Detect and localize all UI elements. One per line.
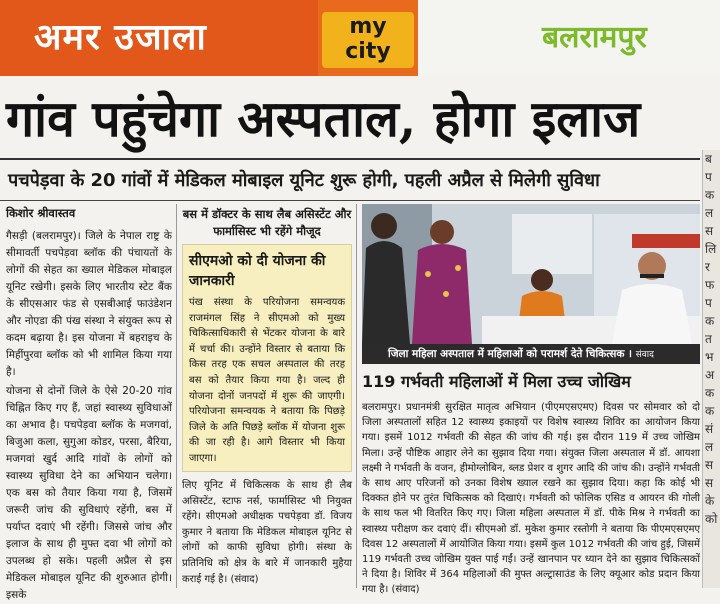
edge-fragment: र <box>705 260 710 274</box>
edge-fragment: क <box>705 314 715 328</box>
article-paragraph: गैसड़ी (बलरामपुर)। जिले के नेपाल राष्ट्र के सीमावर्ती पचपेड़वा ब्लॉक की पंचायतों के लोगों की सेहत का ख्याल मेडिकल मोबाइल यूनिट रखेगी। इसके लिए भारतीय स्टेट बैंक के सीएसआर फंड से एसबीआई फाउंडेशन और नोएडा की पंख संस्था ने संयुक्त रूप से कदम बढ़ाया है। इस योजना में बहराइच के मिहींपुरवा ब्लॉक को भी शामिल किया गया है। <box>6 230 172 378</box>
my-city-badge-line2: city <box>345 39 391 64</box>
photo-illustration <box>362 204 700 344</box>
main-headline: गांव पहुंचेगा अस्पताल, होगा इलाज <box>6 89 641 148</box>
edge-fragment: त <box>705 332 712 346</box>
edge-fragment: स <box>705 476 714 490</box>
photo-caption <box>362 344 700 364</box>
edge-fragment: स <box>705 458 714 472</box>
secondary-article-body: बलरामपुर। प्रधानमंत्री सुरक्षित मातृत्व अभियान (पीएमएसएमए) दिवस पर सोमवार को दो जिला अस्पतालों सहित 12 स्वास्थ्य इकाइयों पर विशेष स्वास्थ्य शिविर का आयोजन किया गया। इसमें 1012 गर्भवती की सेहत की जांच की गई। इस दौरान 119 में उच्च जोखिम मिला। उन्हें पौष्टिक आहार लेने का सुझाव दिया गया। संयुक्त जिला अस्पताल में डॉ. आयशा लक्ष्मी ने गर्भवती के वजन, हीमोग्लोबिन, ब्लड प्रेशर व शुगर आदि की जांच की। उन्होंने गर्भवती के साथ आए परिजनों को उनका विशेष ख्याल रखने का सुझाव दिया। कहा कि कोई भी दिक्कत होने पर तुरंत चिकित्सक को दिखाएं। गर्भवती को फोलिक एसिड व आयरन की गोली के साथ फल भी वितरित किए गए। जिला महिला अस्पताल में डॉ. पीके मिश्र ने गर्भवती का स्वास्थ्य परीक्षण कर दवाएं दीं। सीएमओ डॉ. मुकेश कुमार रस्तोगी ने बताया कि पीएमएसएमए दिवस 12 अस्पतालों में आयोजित किया गया। इसमें कुल 1012 गर्भवती की जांच हुई, जिसमें 119 गर्भवती उच्च जोखिम युक्त पाई गईं। उन्हें खानपान पर ध्यान देने का सुझाव चिकित्सकों ने दिया है। शिविर में 364 महिलाओं की मुफ्त अल्ट्रासाउंड के लिए क्यूआर कोड प्रदान किया गया है। (संवाद) <box>362 402 700 596</box>
masthead <box>0 0 720 76</box>
newspaper-logo: अमर उजाला <box>34 17 207 58</box>
column-divider <box>176 204 177 588</box>
masthead-brand-panel <box>0 0 318 76</box>
edge-fragment: ल <box>705 206 714 220</box>
divider <box>0 158 700 160</box>
highlight-box-text: पंख संस्था के परियोजना समन्वयक राजमंगल सिंह ने सीएमओ को मुख्य चिकित्साधिकारी से भेंटकर योजना के बारे में चर्चा की। उन्होंने विस्तार से बताया कि किस तरह एक सचल अस्पताल की तरह बस को तैयार किया गया है। जल्द ही योजना दोनों जनपदों में शुरू की जाएगी। परियोजना समन्वयक ने बताया कि पिछड़े जिले के अति पिछड़े ब्लॉक में योजना शुरू की जा रही है। आगे विस्तार भी किया जाएगा। <box>189 297 345 464</box>
article-continuation: लिए यूनिट में चिकित्सक के साथ ही लैब असिस्टेंट, स्टाफ नर्स, फार्मासिस्ट भी नियुक्त रहेंगे। सीएमओ अधीक्षक पचपेड़वा डॉ. विजय कुमार ने बताया कि मेडिकल मोबाइल यूनिट से लोगों को काफी सुविधा होगी। संस्था के प्रतिनिधि को क्षेत्र के बारे में जानकारी मुहैया कराई गई है। (संवाद) <box>182 480 352 585</box>
secondary-headline: 119 गर्भवती महिलाओं में मिला उच्च जोखिम <box>362 372 631 391</box>
edge-fragment: को <box>705 512 718 526</box>
divider <box>0 200 700 201</box>
column-divider <box>356 204 357 588</box>
edge-fragment: क <box>705 386 715 400</box>
edge-fragment: भ <box>705 350 714 364</box>
highlight-box-title: सीएमओ को दी योजना की जानकारी <box>189 253 326 289</box>
article-paragraph: योजना से दोनों जिले के ऐसे 20-20 गांव चिह्नित किए गए हैं, जहां स्वास्थ्य सुविधाओं का अभाव है। पचपेड़वा ब्लॉक के मजगवां, बिजुआ कला, सुगुआ कोडर, परसा, बैरिया, मजगवां खुर्द आदि गांवों के लोगों को स्वास्थ्य सुविधा देने का अभियान चलेगा। एक बस को तैयार किया गया है, जिसमें जरूरी जांच की सुविधाएं रहेंगी, बस में पर्याप्त दवाएं भी रहेंगी। जिससे जांच और इलाज के साथ ही मुफ्त दवा भी लोगों को उपलब्ध हो सके। पहली अप्रैल से इस मेडिकल मोबाइल यूनिट की शुरुआत होगी। इसके <box>6 385 172 601</box>
edge-fragment: प <box>705 296 712 310</box>
edge-fragment: लि <box>705 242 717 256</box>
news-photo <box>362 204 700 344</box>
article-column-1 <box>6 204 172 601</box>
my-city-badge-line1: my <box>349 14 387 39</box>
byline: किशोर श्रीवास्तव <box>6 206 76 220</box>
masthead-district-panel <box>418 0 720 76</box>
edge-fragment: अ <box>705 368 715 382</box>
side-headline: बस में डॉक्टर के साथ लैब असिस्टेंट और फार्मासिस्ट भी रहेंगे मौजूद <box>182 207 352 238</box>
edge-fragment: ल <box>705 440 714 454</box>
adjacent-article-edge <box>702 150 720 588</box>
district-name: बलरामपुर <box>542 20 647 55</box>
edge-fragment: के <box>705 494 715 508</box>
photo-caption-text: जिला महिला अस्पताल में महिलाओं को परामर्श देते चिकित्सक । <box>388 348 633 360</box>
edge-fragment: क <box>705 188 715 202</box>
edge-fragment: स <box>705 224 714 238</box>
my-city-badge <box>322 12 414 68</box>
sub-headline: पचपेड़वा के 20 गांवों में मेडिकल मोबाइल यूनिट शुरू होगी, पहली अप्रैल से मिलेगी सुविधा <box>8 170 600 191</box>
edge-fragment: प <box>705 170 712 184</box>
edge-fragment: सं <box>705 422 714 436</box>
photo-credit: संवाद <box>635 350 654 360</box>
edge-fragment: फ <box>705 278 715 292</box>
highlight-box <box>182 244 352 472</box>
edge-fragment: ब <box>705 152 712 166</box>
article-body <box>6 228 172 604</box>
edge-fragment: क <box>705 404 715 418</box>
